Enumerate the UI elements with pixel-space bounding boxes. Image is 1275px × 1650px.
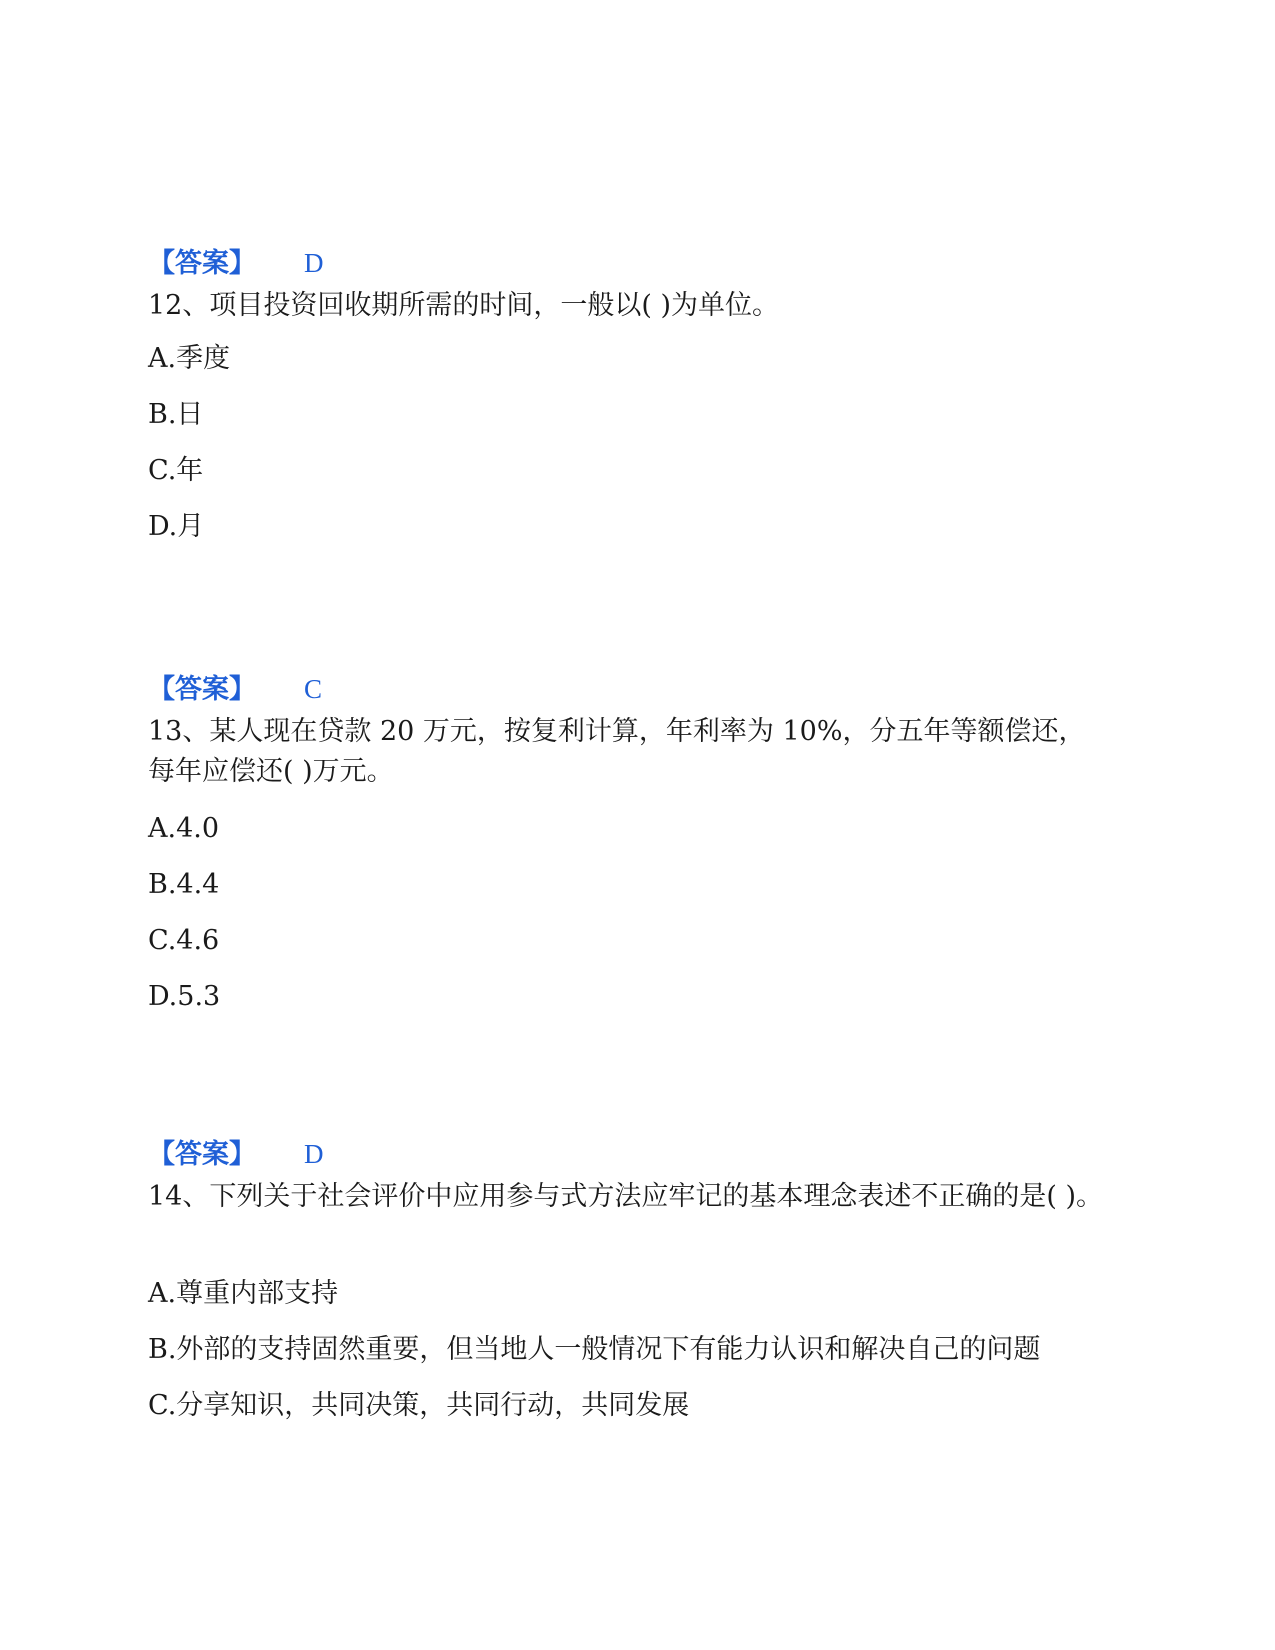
answer-value: D [304,1139,324,1169]
answer-tag: 【答案】 [148,674,256,705]
option-c: C.分享知识，共同决策，共同行动，共同发展 [148,1390,690,1421]
option-c: C.年 [148,455,204,486]
answer-line [148,1137,324,1172]
question-text: 14、下列关于社会评价中应用参与式方法应牢记的基本理念表述不正确的是( )。 [148,1181,1104,1212]
option-a: A.4.0 [148,813,220,844]
answer-tag: 【答案】 [148,248,256,279]
option-a: A.尊重内部支持 [148,1278,339,1309]
option-a: A.季度 [148,343,231,374]
answer-value: C [304,674,323,704]
question-text: 13、某人现在贷款 20 万元，按复利计算，年利率为 10%，分五年等额偿还，每年应偿还( )万元。 [148,716,1086,787]
option-d: D.月 [148,511,205,542]
option-b: B.4.4 [148,869,220,900]
option-c: C.4.6 [148,925,220,956]
option-d: D.5.3 [148,981,221,1012]
answer-line [148,246,324,281]
answer-value: D [304,248,324,278]
answer-tag: 【答案】 [148,1139,256,1170]
question-text: 12、项目投资回收期所需的时间，一般以( )为单位。 [148,290,780,321]
answer-line [148,672,322,707]
option-b: B.外部的支持固然重要，但当地人一般情况下有能力认识和解决自己的问题 [148,1334,1041,1365]
option-b: B.日 [148,399,204,430]
